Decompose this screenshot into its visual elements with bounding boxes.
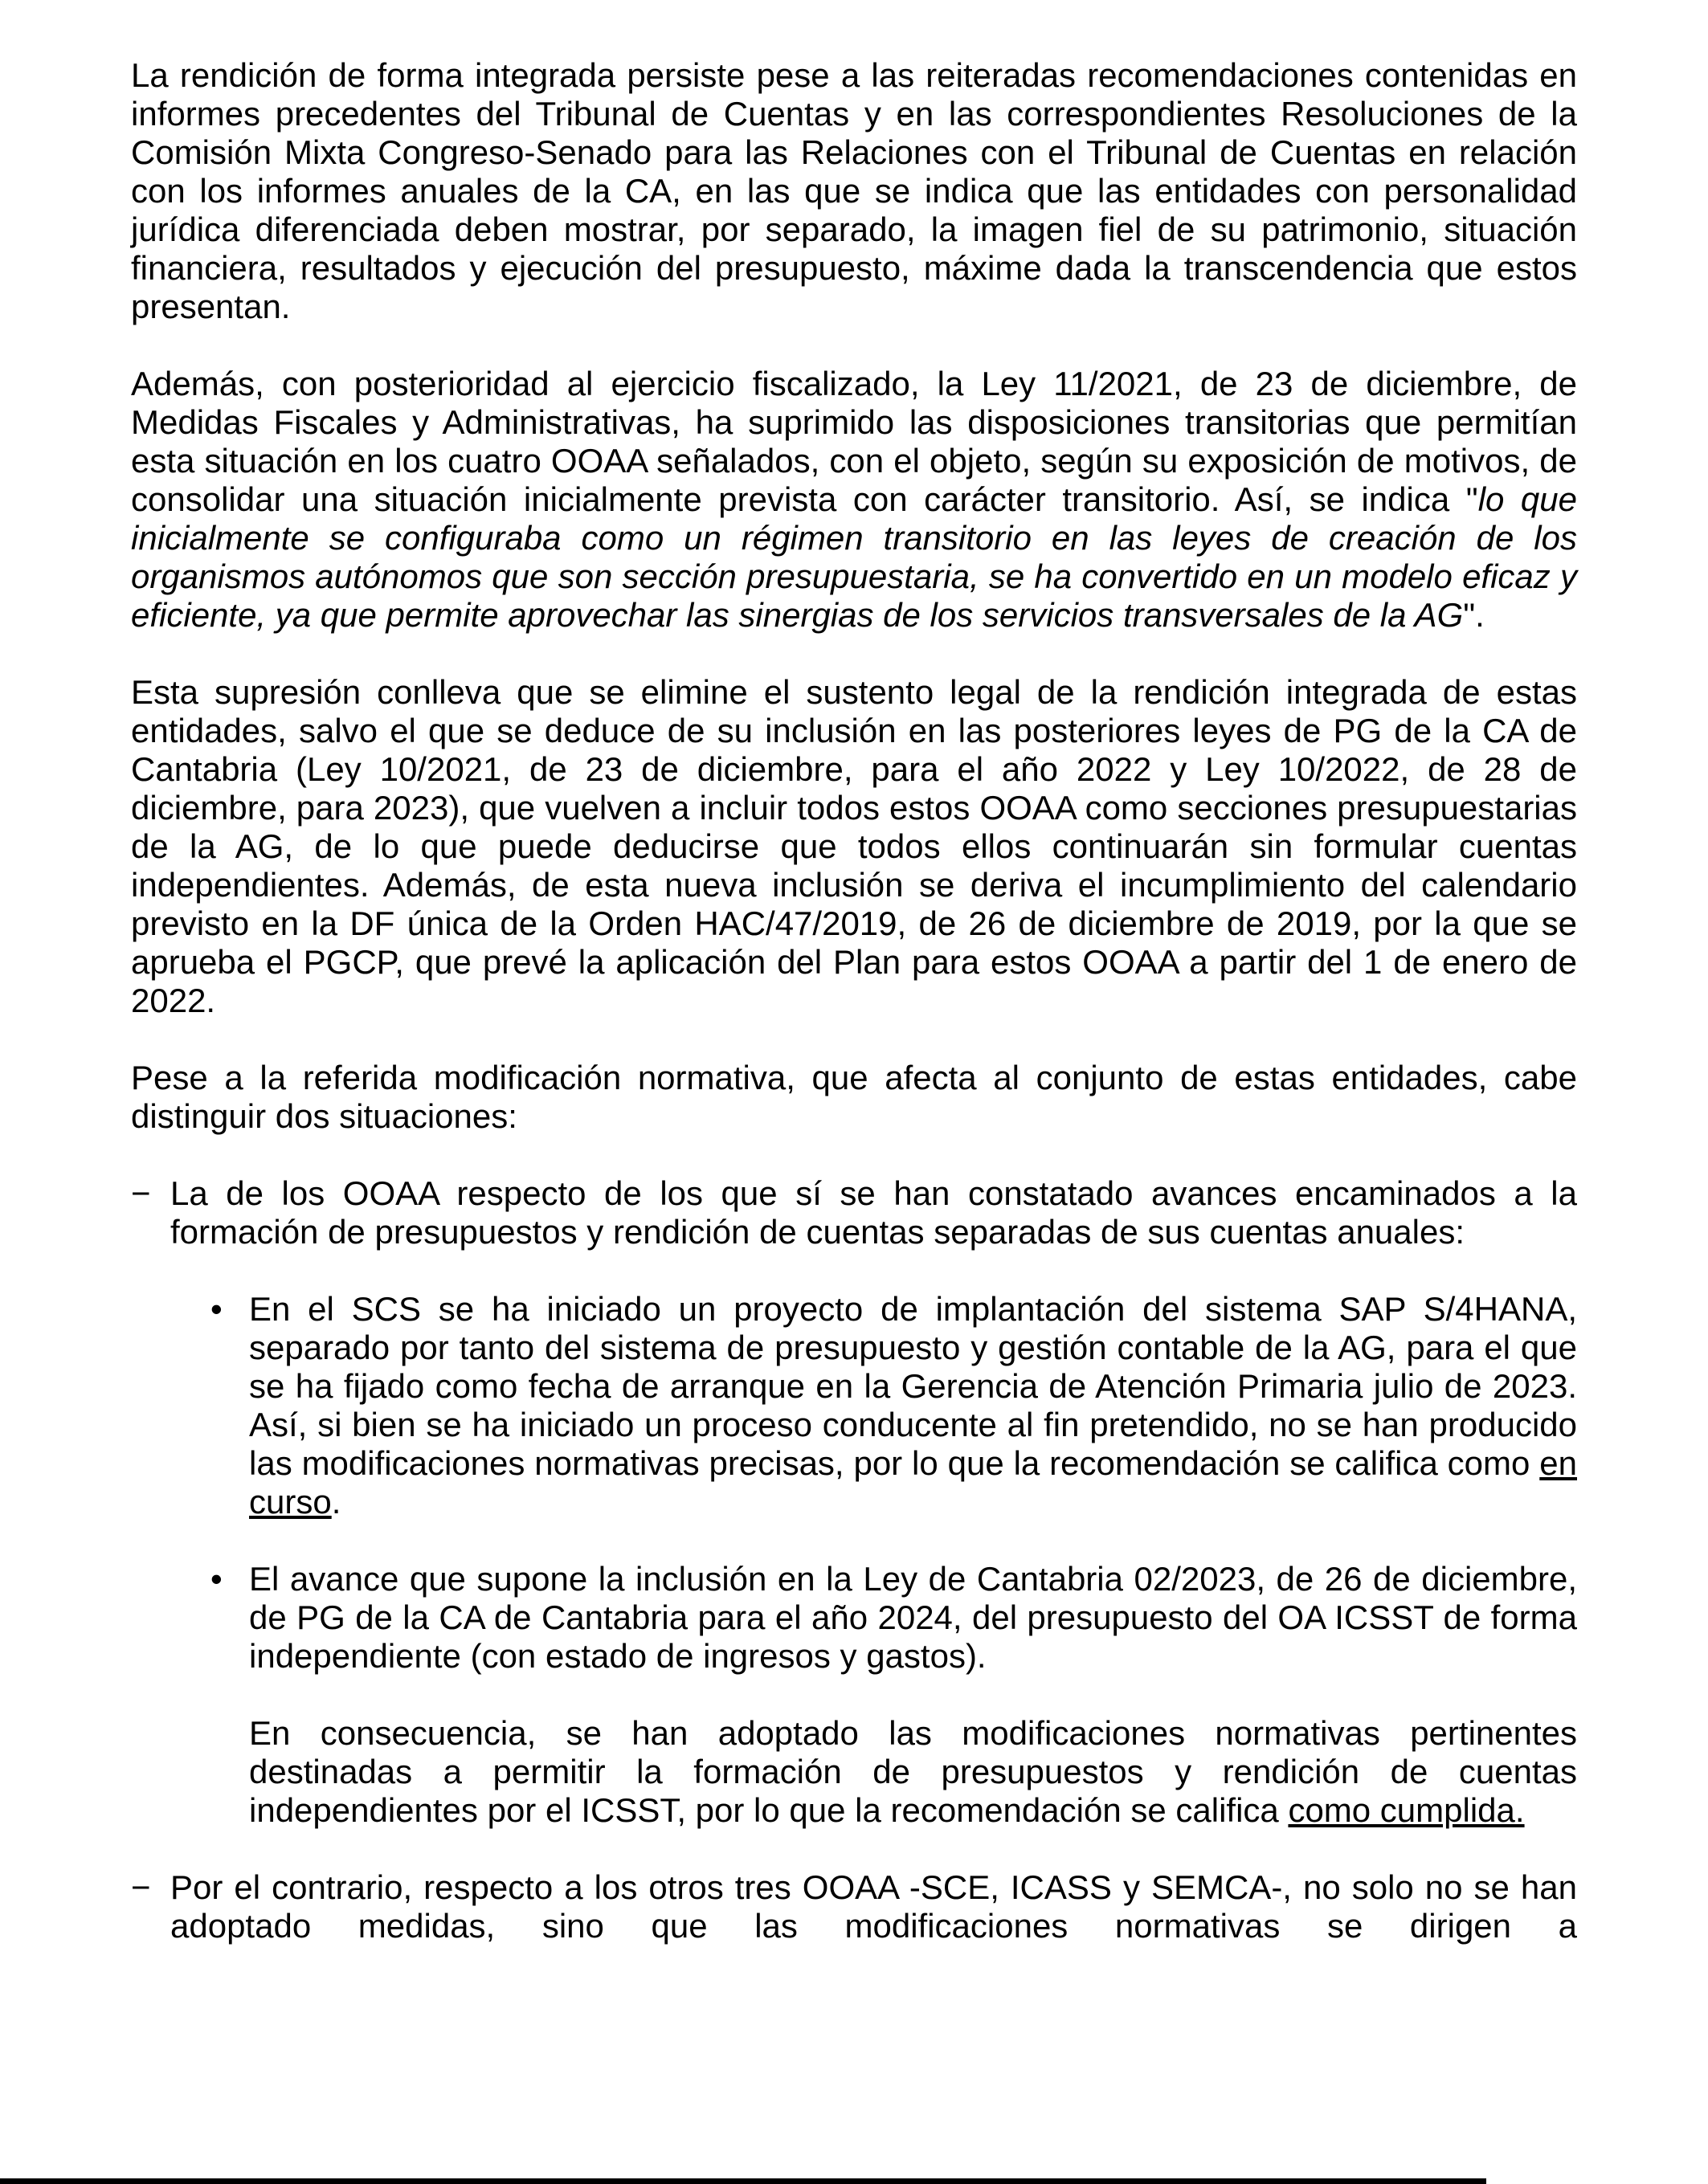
list-item-text xyxy=(249,1290,1577,1521)
paragraph-text: La rendición de forma integrada persiste pese a las reiteradas recomendaciones contenidas en informes precedentes del Tribunal de Cuentas y en las correspondientes Resoluciones de la Comisión Mixta Congreso-Senado para las Relaciones con el Tribunal de Cuentas en relación con los informes anuales de la CA, en las que se indica que las entidades con personalidad jurídica diferenciada deben mostrar, por separado, la imagen fiel de su patrimonio, situación financiera, resultados y ejecución del presupuesto, máxime dada la transcendencia que estos presentan. xyxy=(131,56,1577,325)
list-item-scs-sap xyxy=(210,1290,1577,1521)
underlined-status-como-cumplida: como cumplida. xyxy=(1288,1791,1525,1829)
list-item-text: El avance que supone la inclusión en la Ley de Cantabria 02/2023, de 26 de diciembre, de PG de la CA de Cantabria para el año 2024, del presupuesto del OA ICSST de forma independiente (con estado de ingresos y gastos). xyxy=(249,1560,1577,1675)
list-item-text: La de los OOAA respecto de los que sí se han constatado avances encaminados a la formación de presupuestos y rendición de cuentas separadas de sus cuentas anuales: xyxy=(170,1174,1577,1251)
paragraph-dos-situaciones xyxy=(131,1059,1577,1136)
dash-marker: − xyxy=(131,1868,151,1906)
list-item-ooaa-avances xyxy=(131,1174,1577,1251)
paragraph-text: Esta supresión conlleva que se elimine el sustento legal de la rendición integrada de estas entidades, salvo el que se deduce de su inclusión en las posteriores leyes de PG de la CA de Cantabria (Ley 10/2021, de 23 de diciembre, para el año 2022 y Ley 10/2022, de 28 de diciembre, para 2023), que vuelven a incluir todos estos OOAA como secciones presupuestarias de la AG, de lo que puede deducirse que todos ellos continuarán sin formular cuentas independientes. Además, de esta nueva inclusión se deriva el incumplimiento del calendario previsto en la DF única de la Orden HAC/47/2019, de 26 de diciembre de 2019, por la que se aprueba el PGCP, que prevé la aplicación del Plan para estos OOAA a partir del 1 de enero de 2022. xyxy=(131,673,1577,1019)
list-item-text-segment: . xyxy=(331,1483,341,1521)
paragraph-text: Además, con posterioridad al ejercicio fiscalizado, la Ley 11/2021, de 23 de diciembre, de Medidas Fiscales y Administrativas, ha suprimido las disposiciones transitorias que permitían esta situación en los cuatro OOAA señalados, con el objeto, según su exposición de motivos, de consolidar una situación inicialmente prevista con carácter transitorio. Así, se indica " xyxy=(131,365,1577,518)
list-item-text: Por el contrario, respecto a los otros tres OOAA -SCE, ICASS y SEMCA-, no solo no se han adoptado medidas, sino que las modificaciones normativas se dirigen a xyxy=(170,1868,1577,1945)
list-item-otros-tres-ooaa xyxy=(131,1868,1577,1945)
bullet-marker: • xyxy=(210,1560,223,1598)
scan-artifact-line xyxy=(0,2178,1486,2184)
paragraph-supresion-sustento-legal xyxy=(131,673,1577,1020)
paragraph-consecuencia-cumplida xyxy=(249,1714,1577,1830)
paragraph-text: En consecuencia, se han adoptado las modificaciones normativas pertinentes destinadas a permitir la formación de presupuestos y rendición de cuentas independientes por el ICSST, por lo que la recomendación se califica xyxy=(249,1714,1577,1829)
underlined-status-en-curso: en curso xyxy=(249,1444,1577,1521)
quoted-italic-text: lo que inicialmente se configuraba como un régimen transitorio en las leyes de creación de los organismos autónomos que son sección presupuestaria, se ha convertido en un modelo eficaz y eficiente, ya que permite aprovechar las sinergias de los servicios transversales de la AG xyxy=(131,480,1577,634)
bullet-marker: • xyxy=(210,1290,223,1328)
paragraph-ley-11-2021 xyxy=(131,365,1577,635)
list-item-icsst-presupuesto xyxy=(210,1560,1577,1676)
paragraph-text: Pese a la referida modificación normativa, que afecta al conjunto de estas entidades, cabe distinguir dos situaciones: xyxy=(131,1059,1577,1135)
paragraph-text: ". xyxy=(1463,596,1485,634)
paragraph-rendicion-integrada xyxy=(131,56,1577,326)
dash-marker: − xyxy=(131,1174,151,1212)
list-item-text-segment: En el SCS se ha iniciado un proyecto de implantación del sistema SAP S/4HANA, separado por tanto del sistema de presupuesto y gestión contable de la AG, para el que se ha fijado como fecha de arranque en la Gerencia de Atención Primaria julio de 2023. Así, si bien se ha iniciado un proceso conducente al fin pretendido, no se han producido las modificaciones normativas precisas, por lo que la recomendación se califica como xyxy=(249,1290,1577,1482)
